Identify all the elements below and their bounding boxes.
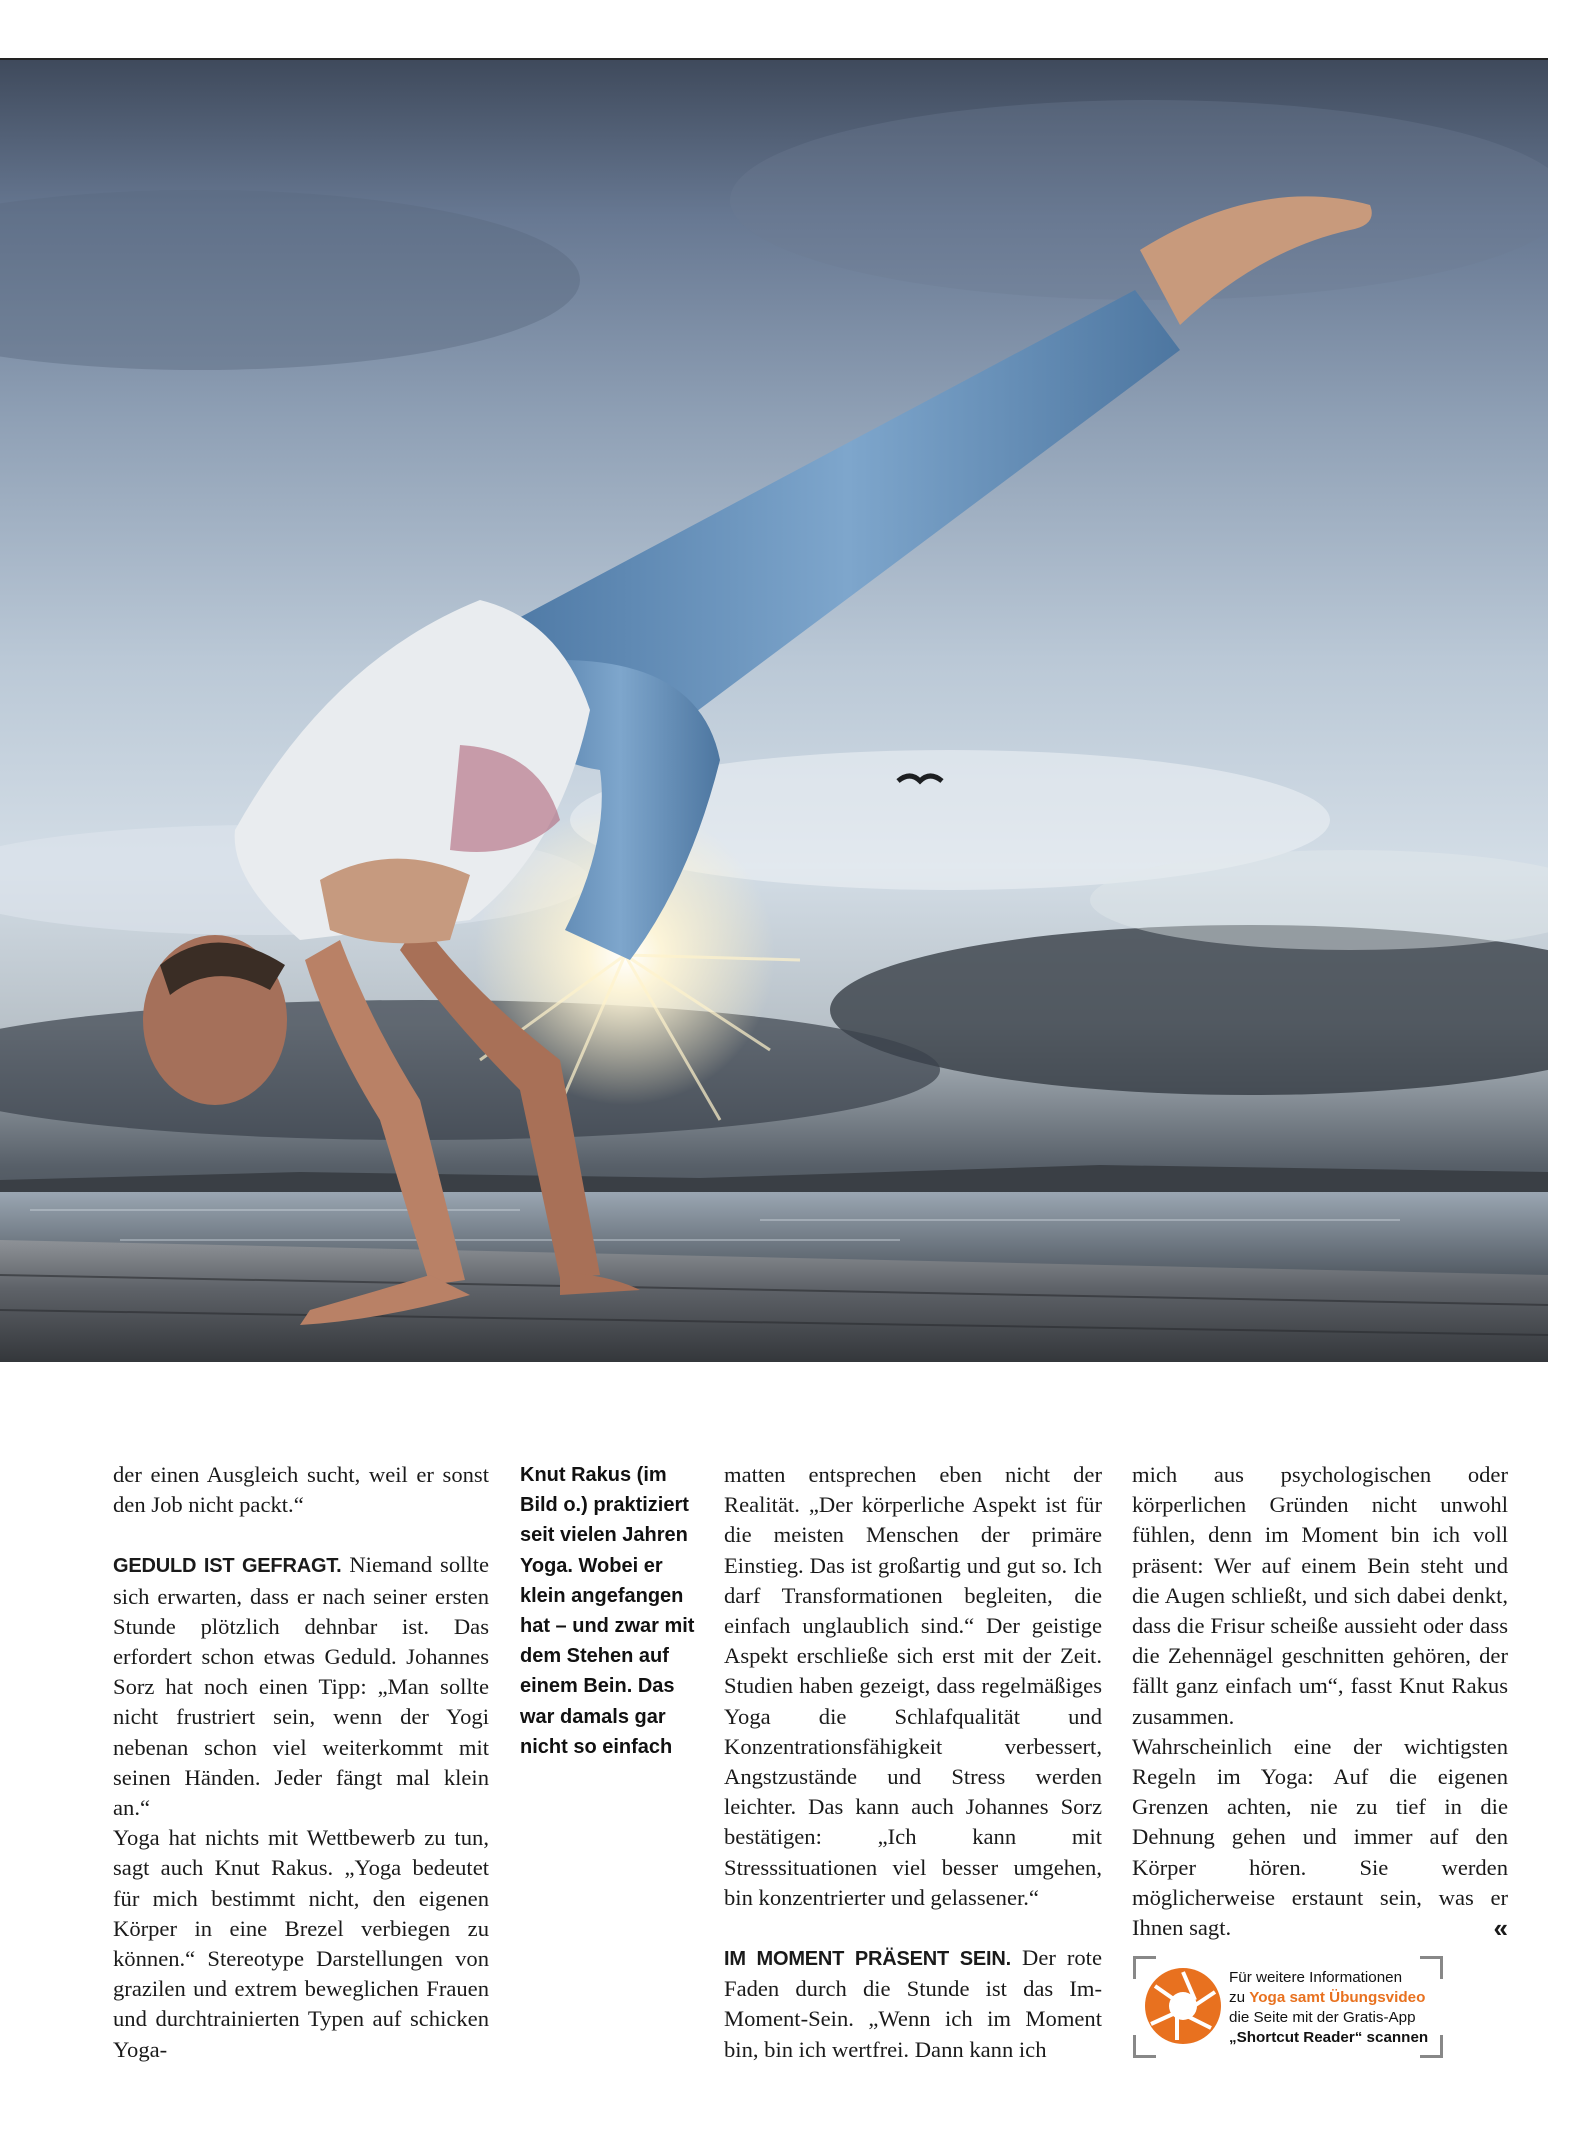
section-heading-moment: IM MOMENT PRÄSENT SEIN. [724, 1948, 1011, 1971]
paragraph: Yoga hat nichts mit Wettbewerb zu tun, sagt auch Knut Rakus. „Yoga bedeutet für mich bestimmt nicht, den eigenen Körper in eine Brezel verbiegen zu können.“ Stereotype Darstellungen von grazilen und extrem beweglichen Frauen und durchtrainierten Typen auf schicken Yoga- [113, 1825, 489, 2062]
shortcut-reader-text [1229, 1968, 1439, 2048]
qr-line-3: die Seite mit der Gratis-App [1229, 2009, 1416, 2026]
paragraph: mich aus psychologischen oder körperlichen Gründen nicht unwohl fühlen, denn im Moment bin ich voll präsent: Wer auf einem Bein steht und die Augen schließt, und sich dabei denkt, dass die Frisur scheiße aussieht oder dass die Zehennägel geschnitten gehören, der fällt ganz einfach um“, fasst Knut Rakus zusammen. [1132, 1462, 1508, 1729]
article-column-3 [724, 1460, 1102, 2065]
qr-line-1: Für weitere Informationen [1229, 1969, 1403, 1986]
paragraph: matten entsprechen eben nicht der Realität. „Der körperliche Aspekt ist für die meisten Menschen der primäre Einstieg. Das ist großartig und gut so. Ich darf Transformationen begleiten, die einfach unglaublich sind.“ Der geistige Aspekt erschließe sich erst mit der Zeit. Studien haben gezeigt, dass regelmäßiges Yoga die Schlafqualität und Konzentrationsfähigkeit verbessert, Angstzustände und Stress werden leichter. Das kann auch Johannes Sorz bestätigen: „Ich kann mit Stresssituationen viel besser umgehen, bin konzentrierter und gelassener.“ [724, 1462, 1102, 1910]
shortcut-reader-box[interactable] [1133, 1956, 1443, 2058]
photo-caption [520, 1460, 696, 1762]
article-column-1 [113, 1460, 489, 2065]
paragraph [724, 1943, 1102, 2065]
yoga-photo-illustration [0, 60, 1548, 1362]
paragraph [1132, 1732, 1508, 1943]
qr-line-2: zu Yoga samt Übungsvideo [1229, 1989, 1426, 2006]
paragraph: der einen Ausgleich sucht, weil er sonst den Job nicht packt.“ [113, 1462, 489, 1518]
qr-line-4: „Shortcut Reader“ scannen [1229, 2029, 1429, 2046]
paragraph-text: Niemand sollte sich erwarten, dass er nach seiner ersten Stunde plötzlich dehnbar ist. Das erfordert schon etwas Geduld. Johannes Sorz hat noch einen Tipp: „Man sollte nicht frustriert sein, wenn der Yogi nebenan schon viel weiterkommt mit seinen Händen. Jeder fängt mal klein an.“ [113, 1552, 489, 1821]
qr-highlight: Yoga samt Übungsvideo [1249, 1989, 1426, 2006]
article-end-mark: « [1493, 1913, 1508, 1944]
section-heading-geduld: GEDULD IST GEFRAGT. [113, 1555, 342, 1578]
caption-text: Knut Rakus (im Bild o.) praktiziert seit vielen Jahren Yoga. Wobei er klein angefangen hat – und zwar mit dem Stehen auf einem Bein. Das war damals gar nicht so einfach [520, 1464, 695, 1758]
paragraph [113, 1550, 489, 1823]
shutter-icon [1143, 1966, 1223, 2046]
paragraph-text: Wahrscheinlich eine der wichtigsten Regeln im Yoga: Auf die eigenen Grenzen achten, nie zu tief in die Dehnung gehen und immer auf den Körper hören. Sie werden möglicherweise erstaunt sein, was er Ihnen sagt. [1132, 1733, 1508, 1941]
article-column-4 [1132, 1460, 1508, 1943]
paragraph-text: Der rote Faden durch die Stunde ist das Im-Moment-Sein. „Wenn ich im Moment bin, bin ich wertfrei. Dann kann ich [724, 1945, 1102, 2062]
yoga-photo [0, 60, 1548, 1362]
